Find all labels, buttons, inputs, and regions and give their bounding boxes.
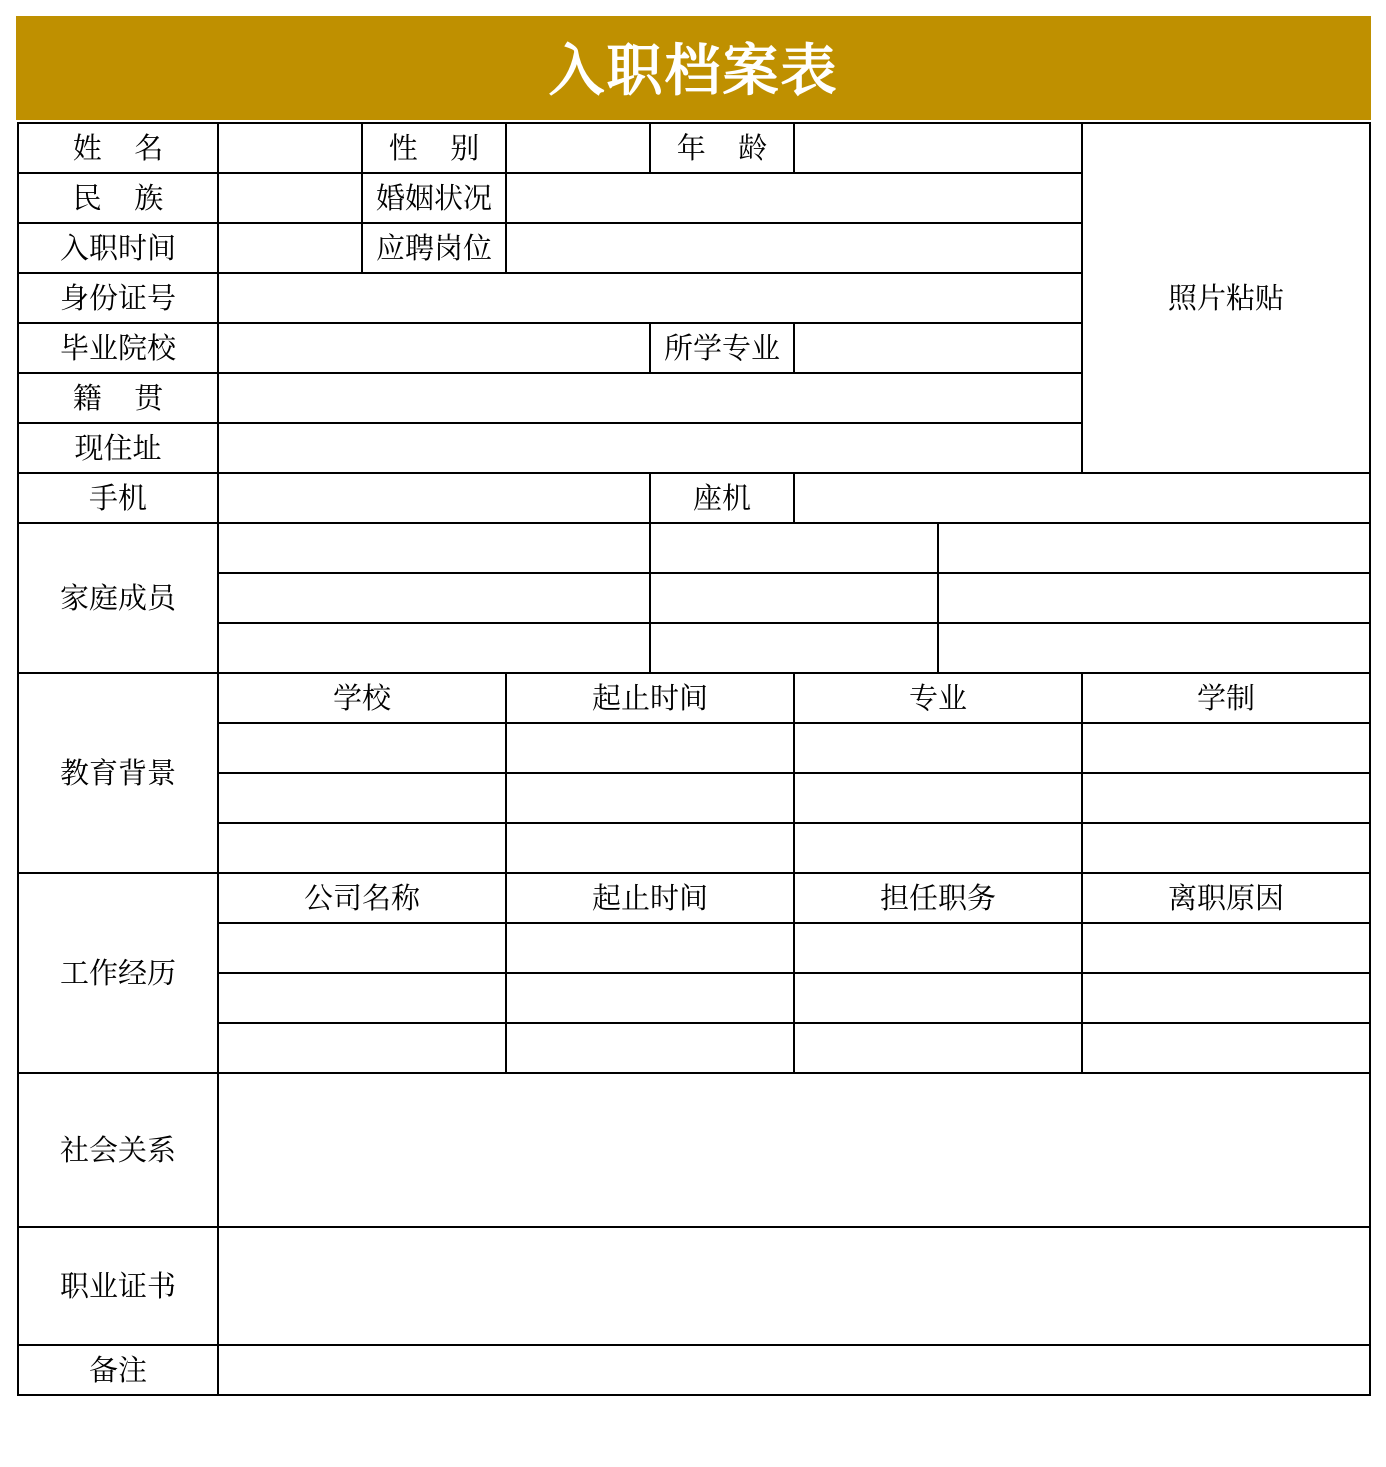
label-mobile: 手机 [18,473,218,523]
field-age[interactable] [794,123,1082,173]
education-cell[interactable] [1082,773,1370,823]
education-header-school: 学校 [218,673,506,723]
label-ethnicity: 民 族 [18,173,218,223]
form-header [16,16,1371,117]
work-cell[interactable] [218,923,506,973]
field-landline[interactable] [794,473,1370,523]
onboarding-form-table [17,122,1371,1396]
label-id-number: 身份证号 [18,273,218,323]
education-header-duration: 学制 [1082,673,1370,723]
label-landline: 座机 [650,473,794,523]
field-hire-date[interactable] [218,223,362,273]
label-native-place: 籍 贯 [18,373,218,423]
work-cell[interactable] [1082,923,1370,973]
label-social: 社会关系 [18,1073,218,1227]
education-cell[interactable] [218,773,506,823]
education-cell[interactable] [506,723,794,773]
education-header-major: 专业 [794,673,1082,723]
label-education: 教育背景 [18,673,218,873]
label-work: 工作经历 [18,873,218,1073]
work-header-leave-reason: 离职原因 [1082,873,1370,923]
family-row [18,523,1370,573]
work-header-row [18,873,1370,923]
row-name [18,123,1370,173]
family-row [18,623,1370,673]
field-certificates[interactable] [218,1227,1370,1345]
education-cell[interactable] [794,823,1082,873]
education-cell[interactable] [218,823,506,873]
work-row [18,1023,1370,1073]
education-cell[interactable] [218,723,506,773]
field-major[interactable] [794,323,1082,373]
education-header-row [18,673,1370,723]
field-ethnicity[interactable] [218,173,362,223]
education-cell[interactable] [1082,823,1370,873]
work-cell[interactable] [1082,973,1370,1023]
work-cell[interactable] [218,1023,506,1073]
field-position[interactable] [506,223,1082,273]
field-marital-status[interactable] [506,173,1082,223]
family-cell[interactable] [650,573,938,623]
label-hire-date: 入职时间 [18,223,218,273]
field-school[interactable] [218,323,650,373]
education-header-period: 起止时间 [506,673,794,723]
form-title: 入职档案表 [548,38,839,104]
family-row [18,573,1370,623]
work-row [18,923,1370,973]
row-certificates [18,1227,1370,1345]
work-cell[interactable] [794,923,1082,973]
field-mobile[interactable] [218,473,650,523]
education-row [18,723,1370,773]
work-cell[interactable] [506,973,794,1023]
work-header-period: 起止时间 [506,873,794,923]
field-social[interactable] [218,1073,1370,1227]
field-address[interactable] [218,423,1082,473]
family-cell[interactable] [650,623,938,673]
work-cell[interactable] [794,973,1082,1023]
education-row [18,773,1370,823]
education-cell[interactable] [506,823,794,873]
family-cell[interactable] [938,623,1370,673]
label-address: 现住址 [18,423,218,473]
label-name: 姓 名 [18,123,218,173]
row-remarks [18,1345,1370,1395]
work-cell[interactable] [1082,1023,1370,1073]
work-cell[interactable] [218,973,506,1023]
row-phone [18,473,1370,523]
label-age: 年 龄 [650,123,794,173]
photo-area[interactable]: 照片粘贴 [1082,123,1370,473]
label-certificates: 职业证书 [18,1227,218,1345]
label-position: 应聘岗位 [362,223,506,273]
family-cell[interactable] [218,623,650,673]
label-gender: 性 别 [362,123,506,173]
label-major: 所学专业 [650,323,794,373]
header-underline [16,117,1371,120]
education-row [18,823,1370,873]
row-social [18,1073,1370,1227]
work-header-role: 担任职务 [794,873,1082,923]
work-cell[interactable] [506,923,794,973]
family-cell[interactable] [938,523,1370,573]
field-name[interactable] [218,123,362,173]
label-family: 家庭成员 [18,523,218,673]
field-id-number[interactable] [218,273,1082,323]
work-header-company: 公司名称 [218,873,506,923]
education-cell[interactable] [794,723,1082,773]
family-cell[interactable] [938,573,1370,623]
field-native-place[interactable] [218,373,1082,423]
work-cell[interactable] [506,1023,794,1073]
work-cell[interactable] [794,1023,1082,1073]
work-row [18,973,1370,1023]
education-cell[interactable] [1082,723,1370,773]
label-remarks: 备注 [18,1345,218,1395]
family-cell[interactable] [218,523,650,573]
field-gender[interactable] [506,123,650,173]
education-cell[interactable] [794,773,1082,823]
label-school: 毕业院校 [18,323,218,373]
family-cell[interactable] [650,523,938,573]
field-remarks[interactable] [218,1345,1370,1395]
family-cell[interactable] [218,573,650,623]
label-marital-status: 婚姻状况 [362,173,506,223]
education-cell[interactable] [506,773,794,823]
